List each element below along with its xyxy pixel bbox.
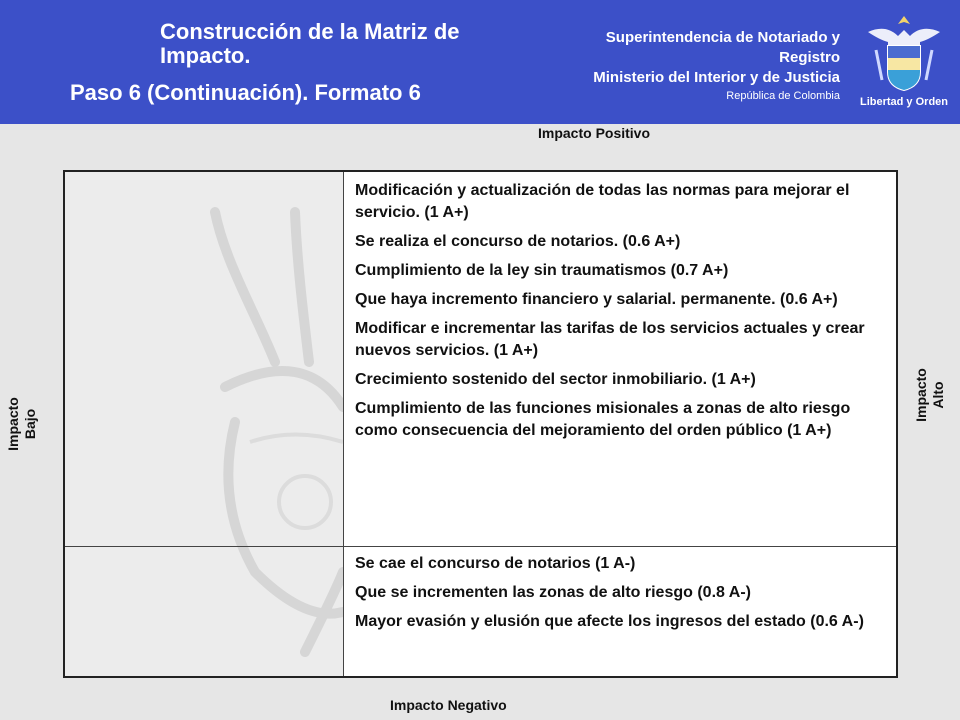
slide-subtitle: Paso 6 (Continuación). Formato 6 [70, 80, 421, 105]
matrix-low-impact-column [65, 172, 344, 676]
motto-text: Libertad y Orden [859, 96, 949, 108]
axis-label-positive: Impacto Positivo [538, 125, 651, 141]
header-banner [0, 0, 960, 124]
organization-block [568, 28, 840, 104]
positive-item: Cumplimiento de las funciones misionales a zonas de alto riesgo como consecuencia del mejoramiento del orden público (1 A+) [355, 400, 851, 439]
negative-item: Que se incrementen las zonas de alto riesgo (0.8 A-) [355, 584, 751, 601]
positive-item: Modificación y actualización de todas las normas para mejorar el servicio. (1 A+) [355, 182, 850, 221]
ministry-name: Ministerio del Interior y de Justicia [593, 69, 840, 86]
axis-high-line1: Impacto [913, 368, 929, 422]
positive-item: Que haya incremento financiero y salarial. permanente. (0.6 A+) [355, 291, 838, 308]
axis-high-line2: Alto [930, 381, 946, 409]
positive-item: Modificar e incrementar las tarifas de los servicios actuales y crear nuevos servicios. (1 A+) [355, 320, 865, 359]
axis-label-negative: Impacto Negativo [390, 697, 507, 713]
axis-label-low [5, 397, 39, 451]
axis-low-line2: Bajo [22, 408, 38, 440]
positive-item: Cumplimiento de la ley sin traumatismos (0.7 A+) [355, 262, 729, 279]
watermark-emblem-icon [65, 172, 343, 676]
axis-low-line1: Impacto [5, 397, 21, 451]
positive-impact-cell [355, 180, 890, 449]
slide-title: Construcción de la Matriz de Impacto. [160, 19, 460, 68]
negative-impact-cell [355, 553, 890, 640]
country-name: República de Colombia [726, 90, 840, 102]
impact-matrix [63, 170, 898, 678]
org-name: Superintendencia de Notariado y Registro [605, 29, 840, 66]
positive-item: Se realiza el concurso de notarios. (0.6 A+) [355, 233, 681, 250]
negative-item: Se cae el concurso de notarios (1 A-) [355, 555, 636, 572]
negative-item: Mayor evasión y elusión que afecte los ingresos del estado (0.6 A-) [355, 613, 864, 630]
coat-of-arms-icon [858, 10, 950, 96]
coat-of-arms-logo [858, 10, 950, 116]
axis-label-high [913, 368, 947, 422]
positive-item: Crecimiento sostenido del sector inmobiliario. (1 A+) [355, 371, 756, 388]
matrix-horizontal-divider [65, 546, 896, 547]
